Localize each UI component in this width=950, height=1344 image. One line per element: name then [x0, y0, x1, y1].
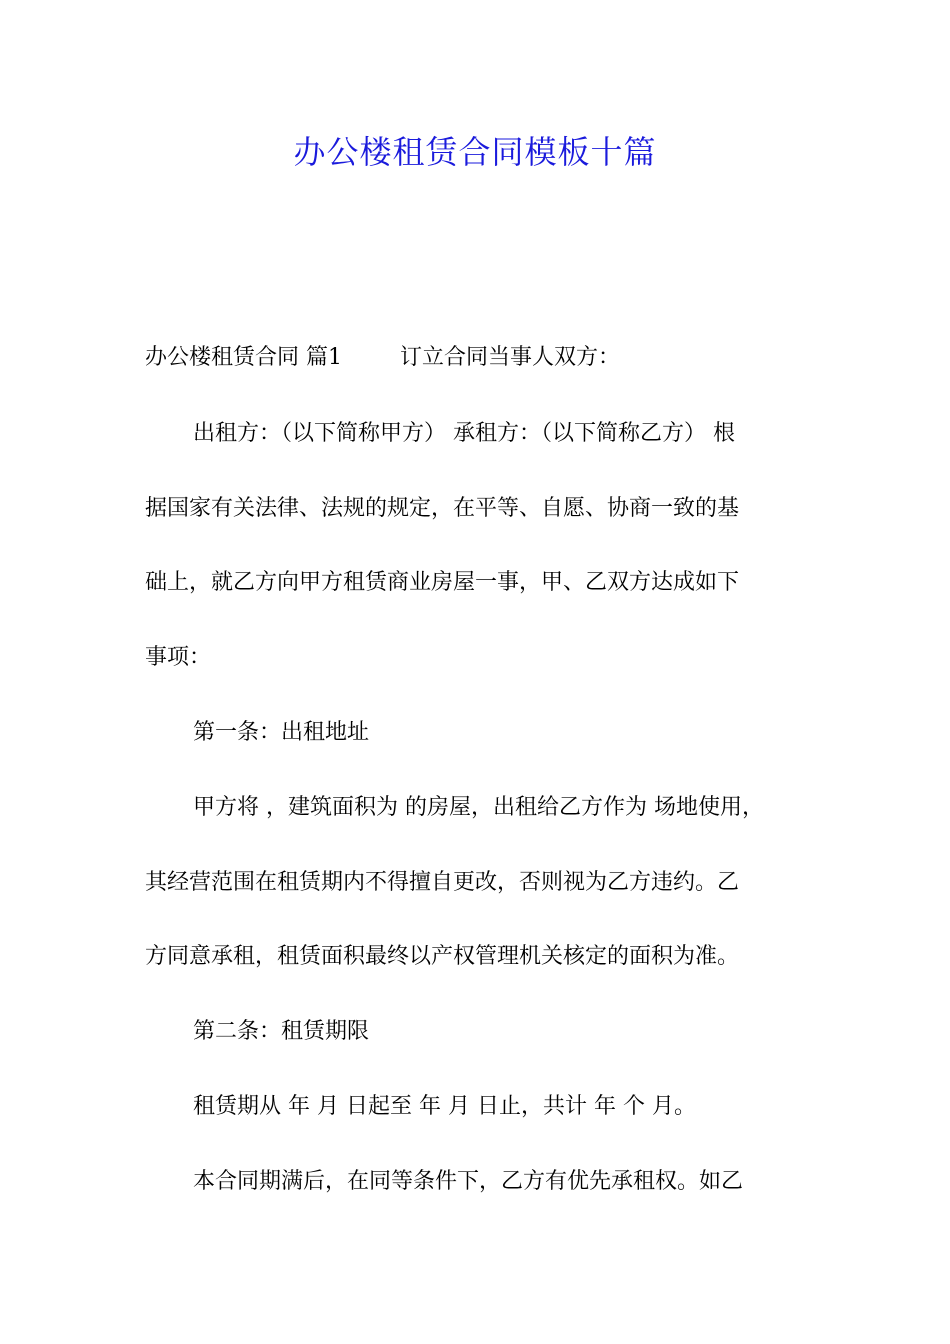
paragraph-line: 出租方：（以下简称甲方） 承租方：（以下简称乙方） 根	[193, 421, 735, 446]
paragraph-line: 本合同期满后，在同等条件下，乙方有优先承租权。如乙	[193, 1169, 744, 1194]
document-title: 办公楼租赁合同模板十篇	[293, 133, 657, 171]
paragraph-line: 租赁期从 年 月 日起至 年 月 日止，共计 年 个 月。	[193, 1094, 696, 1119]
paragraph-line: 甲方将 ，建筑面积为 的房屋，出租给乙方作为 场地使用，	[193, 795, 764, 820]
section-heading: 办公楼租赁合同 篇1	[145, 345, 342, 370]
paragraph-line: 事项：	[145, 645, 212, 670]
article-heading: 第一条：出租地址	[193, 720, 370, 745]
paragraph-line: 据国家有关法律、法规的规定，在平等、自愿、协商一致的基	[145, 496, 740, 521]
paragraph-line	[145, 343, 620, 373]
paragraph-text: 订立合同当事人双方：	[400, 345, 621, 370]
paragraph-line: 础上，就乙方向甲方租赁商业房屋一事，甲、乙双方达成如下	[145, 570, 740, 595]
paragraph-line: 其经营范围在租赁期内不得擅自更改，否则视为乙方违约。乙	[145, 870, 740, 895]
article-heading: 第二条：租赁期限	[193, 1019, 370, 1044]
paragraph-line: 方同意承租，租赁面积最终以产权管理机关核定的面积为准。	[145, 944, 740, 969]
